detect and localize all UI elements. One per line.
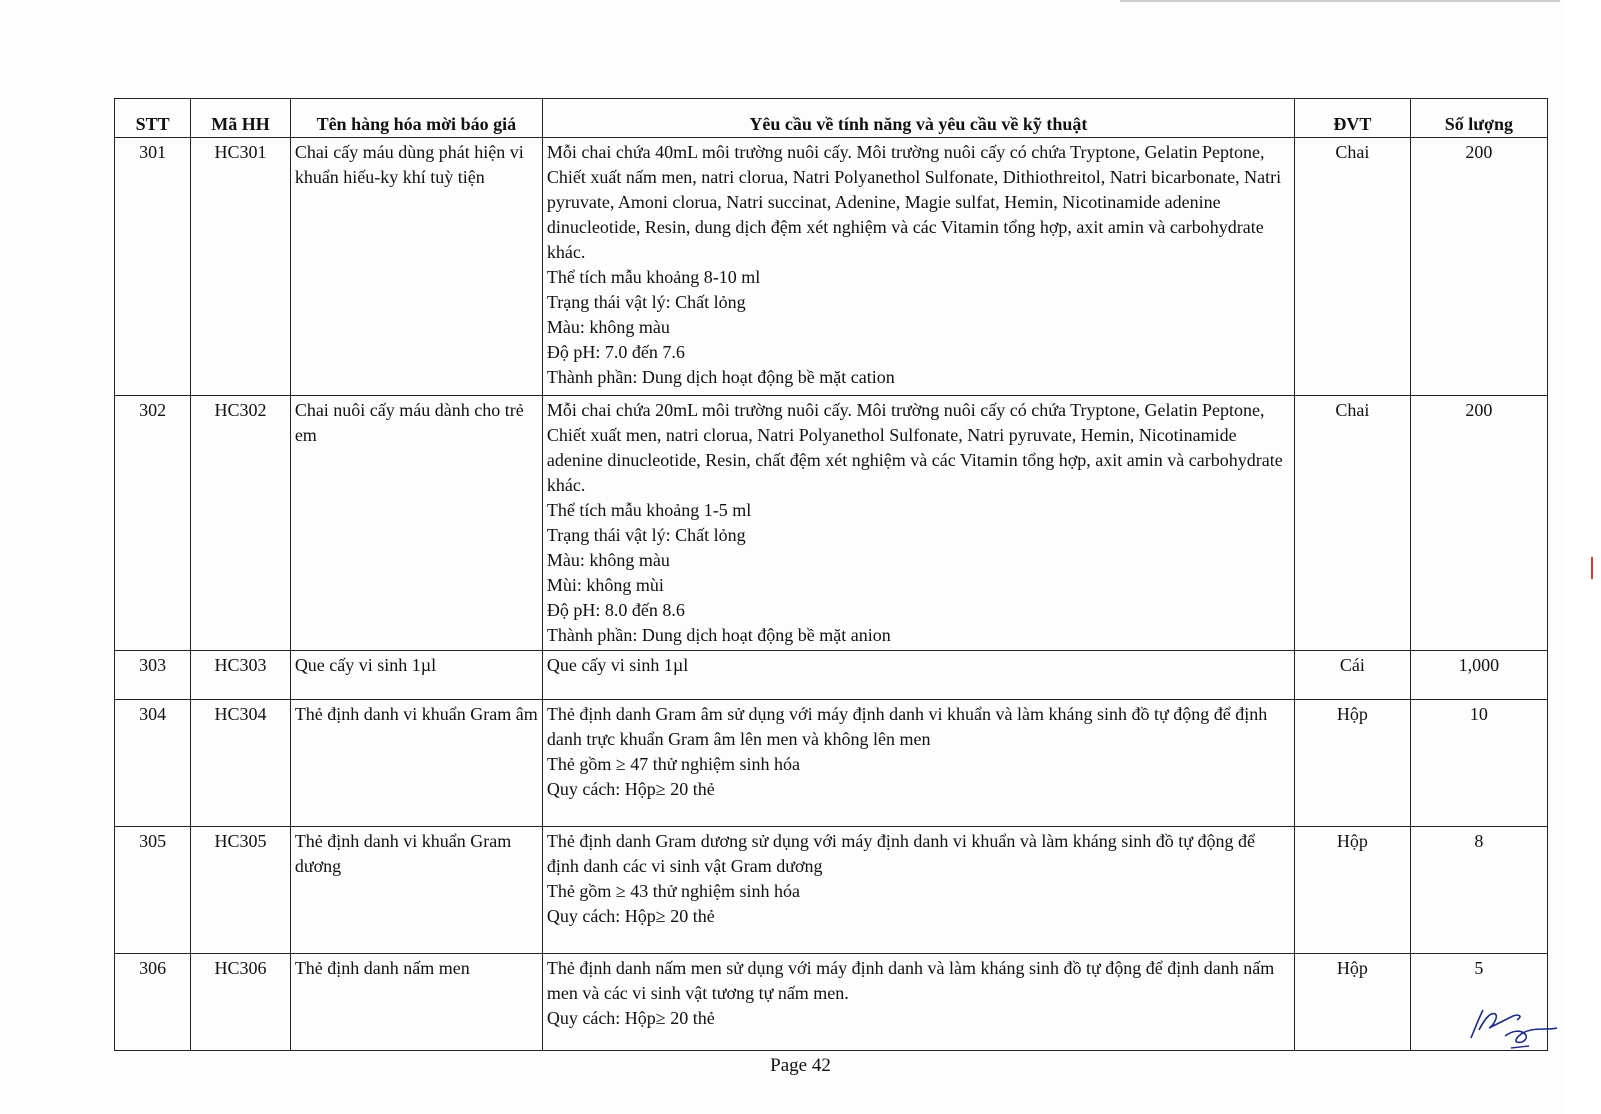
requirement-line: Thẻ gồm ≥ 47 thử nghiệm sinh hóa	[546, 754, 800, 774]
requirement-line: Màu: không màu	[546, 317, 670, 337]
requirement-line: Quy cách: Hộp≥ 20 thẻ	[546, 1008, 715, 1028]
row-unit: Chai	[1294, 138, 1410, 396]
row-quantity: 8	[1410, 827, 1547, 954]
requirement-line: Thẻ định danh Gram âm sử dụng với máy định danh vi khuẩn và làm kháng sinh đồ tự động để định danh trực khuẩn Gram âm lên men và không lên men	[546, 704, 1268, 749]
row-requirements	[542, 396, 1294, 651]
requirement-line: Màu: không màu	[546, 550, 670, 570]
row-quantity: 200	[1410, 138, 1547, 396]
row-unit: Hộp	[1294, 700, 1410, 827]
row-requirements	[542, 827, 1294, 954]
row-code: HC304	[191, 700, 291, 827]
requirement-line: Trạng thái vật lý: Chất lỏng	[546, 525, 746, 545]
row-code: HC306	[191, 954, 291, 1051]
row-requirements	[542, 954, 1294, 1051]
row-code: HC301	[191, 138, 291, 396]
requirement-line: Que cấy vi sinh 1µl	[546, 655, 689, 675]
requirement-line: Mỗi chai chứa 20mL môi trường nuôi cấy. Môi trường nuôi cấy có chứa Tryptone, Gelatin Peptone, Chiết xuất men, natri clorua, Natri Polyanethol Sulfonate, Natri pyruvate, Hemin, Nicotinamide adenine dinucleotide, Resin, chất đệm xét nghiệm và các Vitamin tổng hợp, axit amin và carbohydrate khác.	[546, 400, 1283, 495]
row-name: Que cấy vi sinh 1µl	[290, 651, 542, 700]
row-requirements	[542, 651, 1294, 700]
header-unit: ĐVT	[1294, 99, 1410, 138]
requirement-line: Mỗi chai chứa 40mL môi trường nuôi cấy. Môi trường nuôi cấy có chứa Tryptone, Gelatin Peptone, Chiết xuất nấm men, natri clorua, Natri Polyanethol Sulfonate, Dithiothreitol, Natri bicarbonate, Natri pyruvate, Amoni clorua, Natri succinat, Adenine, Magie sulfat, Hemin, Nicotinamide adenine dinucleotide, Resin, dung dịch đệm xét nghiệm và các Vitamin tổng hợp, axit amin và carbohydrate khác.	[546, 142, 1282, 262]
row-stt: 303	[115, 651, 191, 700]
row-stt: 304	[115, 700, 191, 827]
requirement-line: Quy cách: Hộp≥ 20 thẻ	[546, 906, 715, 926]
page-edge-top	[1120, 0, 1560, 2]
header-name: Tên hàng hóa mời báo giá	[290, 99, 542, 138]
row-requirements	[542, 138, 1294, 396]
page-number: Page 42	[770, 1055, 831, 1076]
row-stt: 306	[115, 954, 191, 1051]
margin-mark	[1591, 557, 1593, 579]
table-row	[115, 954, 1548, 1051]
table-header	[115, 99, 1548, 138]
requirement-line: Mùi: không mùi	[546, 575, 664, 595]
requirement-line: Thể tích mẫu khoảng 1-5 ml	[546, 500, 752, 520]
requirement-line: Độ pH: 8.0 đến 8.6	[546, 600, 685, 620]
row-requirements	[542, 700, 1294, 827]
row-unit: Chai	[1294, 396, 1410, 651]
requirement-line: Thể tích mẫu khoảng 8-10 ml	[546, 267, 761, 287]
row-stt: 301	[115, 138, 191, 396]
row-code: HC303	[191, 651, 291, 700]
table-row	[115, 651, 1548, 700]
header-code: Mã HH	[191, 99, 291, 138]
requirement-line: Độ pH: 7.0 đến 7.6	[546, 342, 685, 362]
row-name: Thẻ định danh vi khuẩn Gram dương	[290, 827, 542, 954]
quotation-table	[114, 98, 1548, 1051]
row-name: Thẻ định danh nấm men	[290, 954, 542, 1051]
row-unit: Hộp	[1294, 827, 1410, 954]
requirement-line: Thẻ định danh Gram dương sử dụng với máy định danh vi khuẩn và làm kháng sinh đồ tự động để định danh các vi sinh vật Gram dương	[546, 831, 1256, 876]
table-row	[115, 700, 1548, 827]
requirement-line: Thẻ định danh nấm men sử dụng với máy định danh và làm kháng sinh đồ tự động để định danh nấm men và các vi sinh vật tương tự nấm men.	[546, 958, 1275, 1003]
row-name: Chai nuôi cấy máu dành cho trẻ em	[290, 396, 542, 651]
row-quantity: 10	[1410, 700, 1547, 827]
requirement-line: Thành phần: Dung dịch hoạt động bề mặt anion	[546, 625, 891, 645]
row-code: HC302	[191, 396, 291, 651]
requirement-line: Trạng thái vật lý: Chất lỏng	[546, 292, 746, 312]
row-stt: 305	[115, 827, 191, 954]
row-name: Chai cấy máu dùng phát hiện vi khuẩn hiếu-ky khí tuỳ tiện	[290, 138, 542, 396]
signature-mark	[1465, 1000, 1560, 1060]
table-row	[115, 138, 1548, 396]
row-quantity: 5	[1410, 954, 1547, 1051]
row-quantity: 200	[1410, 396, 1547, 651]
header-stt: STT	[115, 99, 191, 138]
row-unit: Hộp	[1294, 954, 1410, 1051]
requirement-line: Quy cách: Hộp≥ 20 thẻ	[546, 779, 715, 799]
row-code: HC305	[191, 827, 291, 954]
row-unit: Cái	[1294, 651, 1410, 700]
row-quantity: 1,000	[1410, 651, 1547, 700]
row-stt: 302	[115, 396, 191, 651]
header-requirements: Yêu cầu về tính năng và yêu cầu về kỹ thuật	[542, 99, 1294, 138]
header-quantity: Số lượng	[1410, 99, 1547, 138]
table-row	[115, 396, 1548, 651]
page-edge-right	[1563, 0, 1601, 1114]
requirement-line: Thành phần: Dung dịch hoạt động bề mặt cation	[546, 367, 895, 387]
row-name: Thẻ định danh vi khuẩn Gram âm	[290, 700, 542, 827]
table-row	[115, 827, 1548, 954]
requirement-line: Thẻ gồm ≥ 43 thử nghiệm sinh hóa	[546, 881, 800, 901]
